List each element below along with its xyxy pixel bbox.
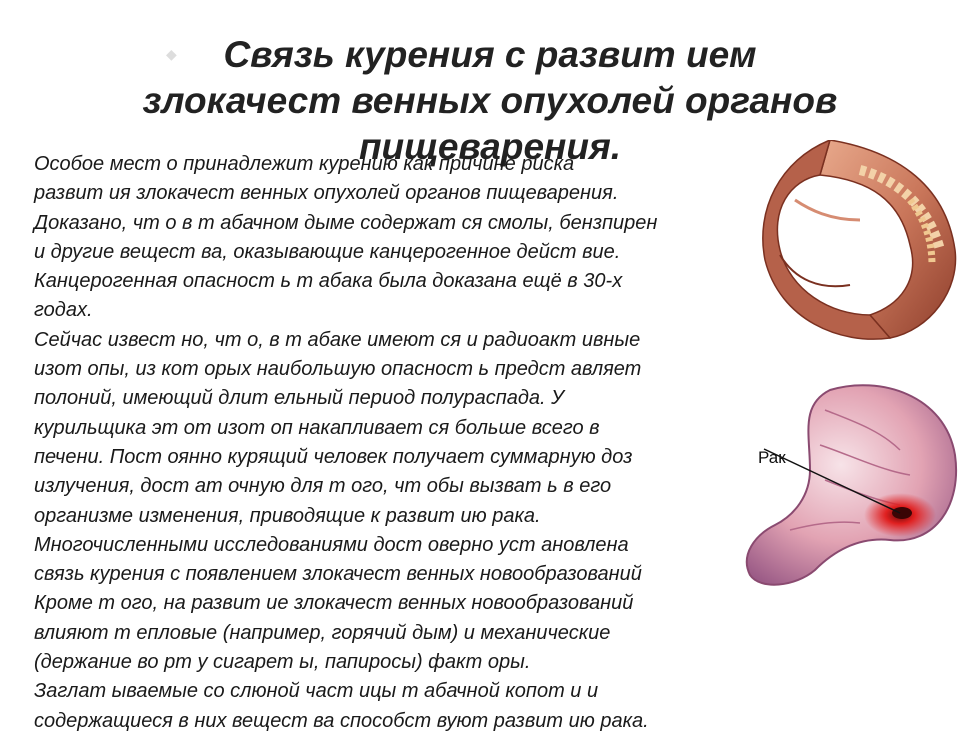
body-line-12: излучения, дост ат очную для т ого, чт обы вызват ь в его <box>34 475 612 498</box>
title-bullet: ◆ <box>166 46 177 62</box>
body-line-3: Доказано, чт о в т абачном дыме содержат ся смолы, бензпирен <box>34 211 658 234</box>
body-line-15: связь курения с появлением злокачест венных новообразований <box>34 563 642 586</box>
body-line-11: печени. Пост оянно курящий человек получает суммарную доз <box>34 445 633 468</box>
body-text <box>34 150 754 736</box>
body-line-4: и другие вещест ва, оказывающие канцерогенное дейст вие. <box>34 240 621 263</box>
title-line-1: Связь курения с развит ием <box>223 34 757 75</box>
title-line-3: пищеварения. <box>358 126 622 167</box>
body-line-16: Кроме т ого, на развит ие злокачест венных новообразований <box>34 592 634 615</box>
body-line-13: организме изменения, приводящие к развит ию рака. <box>34 504 541 527</box>
body-line-17: влияют т епловые (например, горячий дым) и механические <box>34 621 611 644</box>
body-line-2: развит ия злокачест венных опухолей органов пищеварения. <box>34 182 619 205</box>
body-line-20: содержащиеся в них вещест ва способст вуют развит ию рака. <box>34 709 649 732</box>
intestine-illustration <box>760 140 960 340</box>
body-line-19: Заглат ываемые со слюной част ицы т абачной копот и и <box>34 680 599 703</box>
stomach-illustration <box>740 375 960 590</box>
body-line-10: курильщика эт от изот оп накапливает ся больше всего в <box>34 416 600 439</box>
body-line-7: Сейчас извест но, чт о, в т абаке имеют ся и радиоакт ивные <box>34 328 641 351</box>
cancer-label: Рак <box>758 448 786 467</box>
body-line-18: (держание во рт у сигарет ы, папиросы) факт оры. <box>34 651 531 674</box>
body-line-8: изот опы, из кот орых наибольшую опасност ь предст авляет <box>34 358 642 381</box>
body-line-9: полоний, имеющий длит ельный период полураспада. У <box>34 387 564 410</box>
body-line-6: годах. <box>34 299 93 322</box>
body-line-1: Особое мест о принадлежит курению как причине риска <box>34 153 575 175</box>
title-line-2: злокачест венных опухолей органов <box>142 80 838 121</box>
body-line-14: Многочисленными исследованиями дост оверно уст ановлена <box>34 533 629 556</box>
body-line-5: Канцерогенная опасност ь т абака была доказана ещё в 30-х <box>34 270 623 293</box>
